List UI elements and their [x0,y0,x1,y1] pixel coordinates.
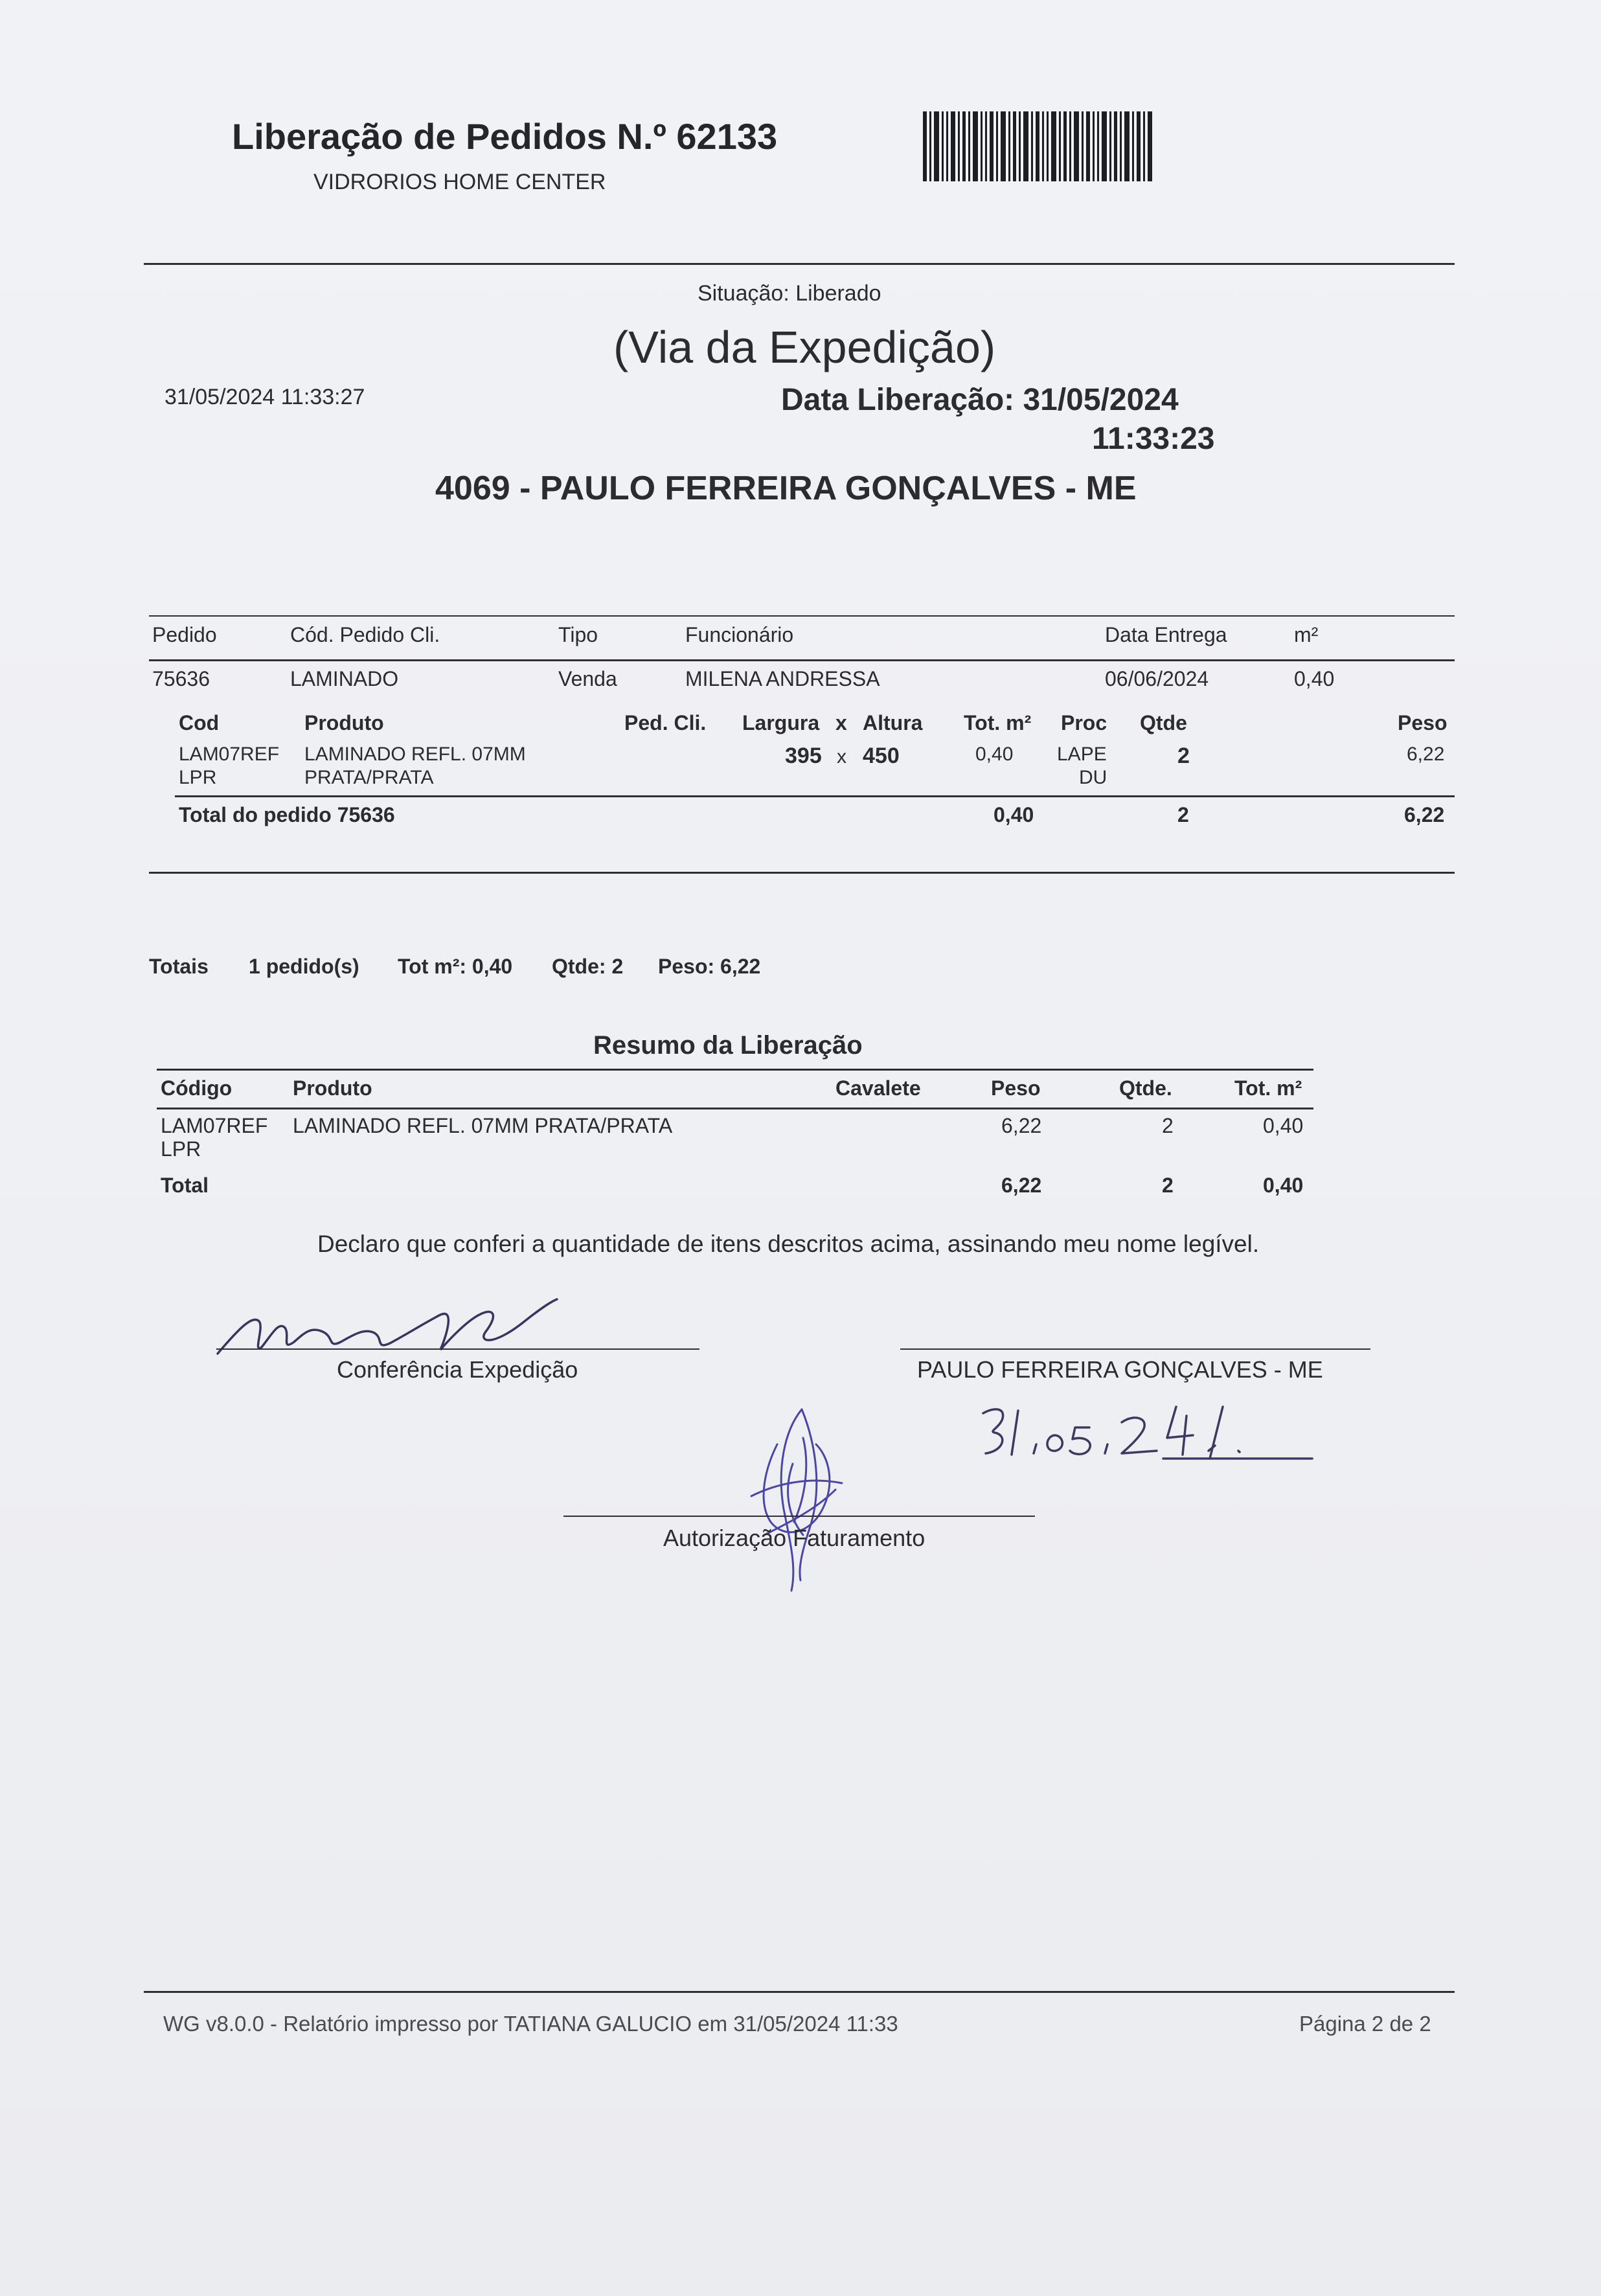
summary-codigo-line1: LAM07REF [161,1114,268,1137]
summary-header-cavalete: Cavalete [835,1076,921,1100]
item-header-largura: Largura [742,711,820,734]
item-header-proc: Proc [1061,711,1107,734]
barcode-icon [923,111,1153,181]
col-header-tipo: Tipo [558,623,598,646]
item-peso: 6,22 [1407,744,1445,765]
totals-tot-m2: Tot m²: 0,40 [398,955,513,978]
summary-peso: 6,22 [1001,1114,1042,1137]
autorizacao-signature [738,1405,855,1593]
data-liberacao-label: Data Liberação: 31/05/2024 [781,383,1179,417]
printed-timestamp: 31/05/2024 11:33:27 [165,385,365,409]
item-header-x: x [835,711,847,734]
summary-header-codigo: Código [161,1076,233,1100]
item-x: x [837,746,846,767]
item-tot-m2: 0,40 [975,744,1014,765]
order-table-bottom-line [149,872,1455,874]
via-title: (Via da Expedição) [613,322,996,372]
item-altura: 450 [863,744,900,768]
footer-report-info: WG v8.0.0 - Relatório impresso por TATIANA GALUCIO em 31/05/2024 11:33 [163,2012,898,2036]
summary-total-tot-m2: 0,40 [1263,1174,1304,1197]
col-header-cod-pedido-cli: Cód. Pedido Cli. [290,623,440,646]
item-cod-line1: LAM07REF [179,744,280,765]
autorizacao-label: Autorização Faturamento [663,1525,925,1551]
conferencia-label: Conferência Expedição [337,1356,578,1383]
autorizacao-signature-line [563,1516,1035,1517]
item-header-cod: Cod [179,711,220,734]
order-total-peso: 6,22 [1404,803,1445,826]
header-divider [144,263,1455,265]
summary-codigo-line2: LPR [161,1137,201,1161]
document-title: Liberação de Pedidos N.º 62133 [232,116,778,157]
summary-total-qtde: 2 [1162,1174,1174,1197]
footer-page-number: Página 2 de 2 [1299,2012,1431,2036]
summary-header-qtde: Qtde. [1119,1076,1172,1100]
summary-header-peso: Peso [991,1076,1041,1100]
item-total-divider [175,795,1455,797]
order-header-divider [149,659,1455,661]
col-header-m2: m² [1294,623,1319,646]
item-header-qtde: Qtde [1140,711,1187,734]
order-total-qtde: 2 [1177,803,1189,826]
order-data-entrega: 06/06/2024 [1105,667,1209,690]
summary-qtde: 2 [1162,1114,1174,1137]
order-m2: 0,40 [1294,667,1335,690]
summary-total-label: Total [161,1174,209,1197]
order-pedido: 75636 [152,667,210,690]
item-proc-line1: LAPE [1057,744,1107,765]
order-cod-pedido-cli: LAMINADO [290,667,399,690]
item-cod-line2: LPR [179,767,217,788]
client-name-heading: 4069 - PAULO FERREIRA GONÇALVES - ME [435,470,1137,507]
client-signature-label: PAULO FERREIRA GONÇALVES - ME [917,1356,1323,1383]
totals-pedidos: 1 pedido(s) [249,955,359,978]
situacao-text: Situação: Liberado [698,281,881,306]
col-header-pedido: Pedido [152,623,217,646]
item-qtde: 2 [1177,744,1190,768]
footer-divider [144,1991,1455,1993]
conferencia-signature [214,1295,576,1360]
company-name: VIDRORIOS HOME CENTER [313,170,606,194]
summary-header-tot-m2: Tot. m² [1234,1076,1302,1100]
item-header-altura: Altura [863,711,923,734]
order-table-top-line [149,615,1455,617]
declaration-text: Declaro que conferi a quantidade de itens descritos acima, assinando meu nome legível. [317,1231,1260,1257]
item-header-ped-cli: Ped. Cli. [624,711,707,734]
order-tipo: Venda [558,667,617,690]
handwritten-date [969,1399,1319,1470]
summary-title: Resumo da Liberação [593,1031,863,1060]
summary-top-line [157,1069,1313,1071]
item-header-tot-m2: Tot. m² [964,711,1032,734]
item-produto-line1: LAMINADO REFL. 07MM [304,744,526,765]
data-liberacao-time: 11:33:23 [1092,422,1215,456]
summary-tot-m2: 0,40 [1263,1114,1304,1137]
col-header-funcionario: Funcionário [685,623,794,646]
order-total-tot-m2: 0,40 [994,803,1034,826]
summary-produto: LAMINADO REFL. 07MM PRATA/PRATA [293,1114,673,1137]
summary-header-produto: Produto [293,1076,372,1100]
item-largura: 395 [785,744,822,768]
totals-qtde: Qtde: 2 [552,955,624,978]
summary-header-divider [157,1108,1313,1109]
order-total-label: Total do pedido 75636 [179,803,395,826]
totals-peso: Peso: 6,22 [658,955,761,978]
item-header-peso: Peso [1398,711,1448,734]
client-signature-line [900,1348,1370,1350]
col-header-data-entrega: Data Entrega [1105,623,1227,646]
item-proc-line2: DU [1079,767,1107,788]
item-produto-line2: PRATA/PRATA [304,767,434,788]
order-funcionario: MILENA ANDRESSA [685,667,880,690]
item-header-produto: Produto [304,711,384,734]
totals-label: Totais [149,955,209,978]
summary-total-peso: 6,22 [1001,1174,1042,1197]
conferencia-signature-line [216,1348,699,1350]
